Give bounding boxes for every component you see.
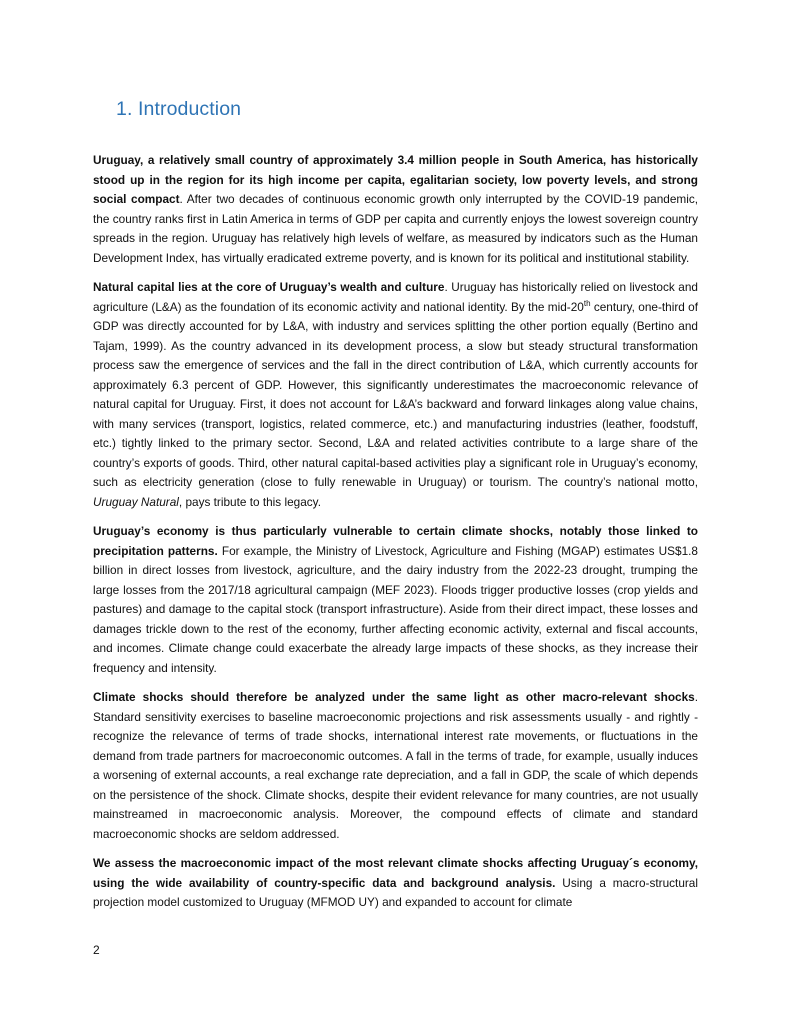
paragraph-natural-capital [93, 278, 698, 512]
paragraph-lead: Climate shocks should therefore be analyzed under the same light as other macro-relevant shocks [93, 690, 695, 704]
national-motto: Uruguay Natural [93, 494, 179, 509]
paragraph-lead: Uruguay, a relatively small country of approximately 3.4 million people in South America, has historically stood up in the region for its high income per capita, egalitarian society, low poverty levels, and strong social compact [93, 153, 698, 206]
paragraph-lead: We assess the macroeconomic impact of the most relevant climate shocks affecting Uruguay´s economy, using the wide availability of country-specific data and background analysis. [93, 856, 698, 890]
paragraph-body: . After two decades of continuous economic growth only interrupted by the COVID-19 pandemic, the country ranks first in Latin America in terms of GDP per capita and currently enjoys the lowest sovereign country spreads in the region. Uruguay has relatively high levels of welfare, as measured by indicators such as the Human Development Index, has virtually eradicated extreme poverty, and is known for its political and institutional stability. [93, 192, 698, 265]
paragraph-body: , pays tribute to this legacy. [178, 494, 321, 509]
paragraph-body: For example, the Ministry of Livestock, Agriculture and Fishing (MGAP) estimates US$1.8 billion in direct losses from livestock, agriculture, and the dairy industry from the 2022-23 drought, trumping the large losses from the 2017/18 agricultural campaign (MEF 2023). Floods trigger productive losses (crop yields and pastures) and damage to the capital stock (transport infrastructure). Aside from their direct impact, these losses and damages trickle down to the rest of the economy, further affecting economic activity, external and fiscal accounts, and incomes. Climate change could exacerbate the already large impacts of these shocks, as they increase their frequency and intensity. [93, 543, 698, 675]
paragraph-body: . Standard sensitivity exercises to baseline macroeconomic projections and risk assessments usually - and rightly - recognize the relevance of terms of trade shocks, international interest rate movements, or fluctuations in the demand from trade partners for macroeconomic outcomes. A fall in the terms of trade, for example, usually induces a worsening of external accounts, a real exchange rate depreciation, and a fall in GDP, the scale of which depends on the persistence of the shock. Climate shocks, despite their evident relevance for many countries, are not usually mainstreamed in macroeconomic analysis. Moreover, the compound effects of climate and standard macroeconomic shocks are seldom addressed. [93, 690, 698, 841]
body-text [93, 151, 698, 923]
paragraph-overview [93, 151, 698, 268]
section-title: Introduction [138, 98, 242, 120]
page-number: 2 [93, 943, 100, 957]
paragraph-body: century, one-third of GDP was directly accounted for by L&A, with industry and services splitting the other portion equally (Bertino and Tajam, 1999). As the country advanced in its development process, a slow but steady structural transformation process saw the emergence of services and the fall in the direct contribution of L&A, which currently accounts for approximately 6.3 percent of GDP. However, this significantly underestimates the macroeconomic relevance of natural capital for Uruguay. First, it does not account for L&A’s backward and forward linkages along value chains, with many services (transport, logistics, related commerce, etc.) and manufacturing industries (leather, foodstuff, etc.) tightly linked to the primary sector. Second, L&A and related activities contribute to a large share of the country’s exports of goods. Third, other natural capital-based activities play a significant role in Uruguay’s economy, such as electricity generation (close to fully renewable in Uruguay) or tourism. The country’s national motto, [93, 299, 698, 489]
paragraph-lead: Uruguay’s economy is thus particularly vulnerable to certain climate shocks, notably those linked to precipitation patterns. [93, 524, 698, 558]
paragraph-body: . Uruguay has historically relied on livestock and agriculture (L&A) as the foundation of its economic activity and national identity. By the mid-20 [93, 280, 698, 314]
paragraph-climate-shocks [93, 688, 698, 844]
paragraph-assessment [93, 854, 698, 913]
section-heading [116, 98, 241, 121]
paragraph-body: Using a macro-structural projection model customized to Uruguay (MFMOD UY) and expanded to account for climate [93, 875, 698, 909]
paragraph-vulnerability [93, 522, 698, 678]
paragraph-lead: Natural capital lies at the core of Uruguay’s wealth and culture [93, 280, 445, 294]
section-number: 1. [116, 98, 133, 120]
superscript: th [583, 298, 591, 308]
